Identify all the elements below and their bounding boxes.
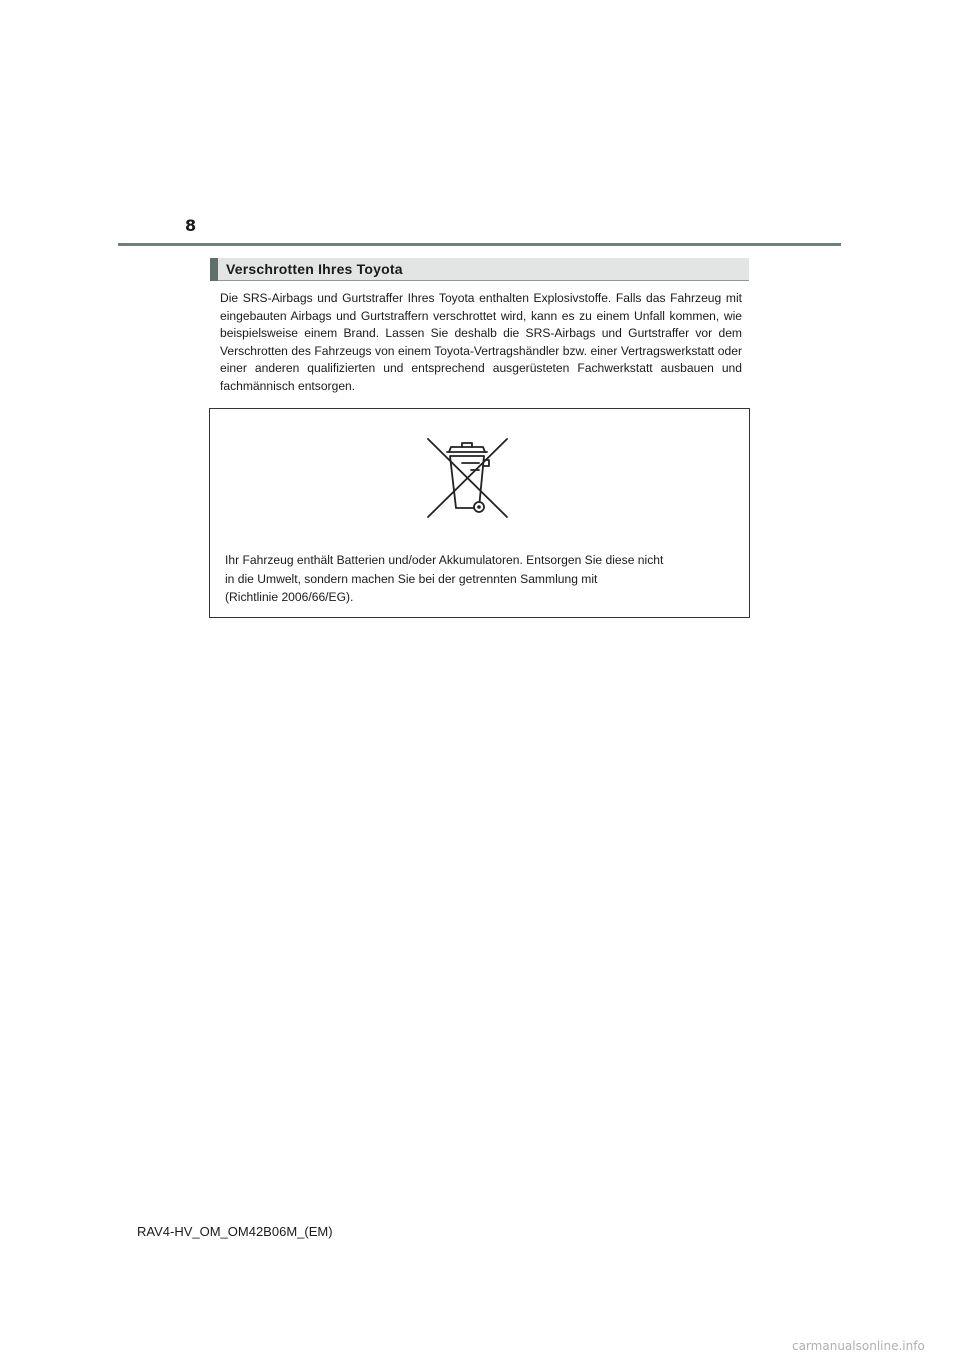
heading-accent-bar bbox=[210, 258, 218, 281]
notice-line-3: (Richtlinie 2006/66/EG). bbox=[225, 590, 354, 604]
page-number: 8 bbox=[185, 216, 197, 235]
notice-line-2: in die Umwelt, sondern machen Sie bei der getrennten Sammlung mit bbox=[225, 571, 598, 586]
document-code: RAV4-HV_OM_OM42B06M_(EM) bbox=[137, 1224, 333, 1239]
notice-text bbox=[225, 551, 740, 607]
section-title: Verschrotten Ihres Toyota bbox=[226, 261, 403, 277]
header-rule bbox=[118, 243, 841, 246]
battery-disposal-notice bbox=[209, 408, 750, 618]
notice-line-1: Ihr Fahrzeug enthält Batterien und/oder Akkumulatoren. Entsorgen Sie diese nicht bbox=[225, 553, 664, 567]
crossed-out-wheelie-bin-icon bbox=[425, 436, 511, 520]
section-heading bbox=[210, 258, 749, 281]
section-body-text: Die SRS-Airbags und Gurtstraffer Ihres Toyota enthalten Explosivstoffe. Falls das Fahrzeug mit eingebauten Airbags und Gurtstraffern verschrottet wird, kann es zu einem Unfall kommen, wie beispielsweise einem Brand. Lassen Sie deshalb die SRS-Airbags und Gurtstraffer vor dem Verschrotten des Fahrzeugs von einem Toyota-Vertragshändler bzw. einer Vertragswerkstatt oder einer anderen qualifizierten und entsprechend ausgerüsteten Fachwerkstatt ausbauen und fachmännisch entsorgen. bbox=[220, 291, 742, 393]
watermark: carmanualsonline.info bbox=[792, 1339, 925, 1353]
